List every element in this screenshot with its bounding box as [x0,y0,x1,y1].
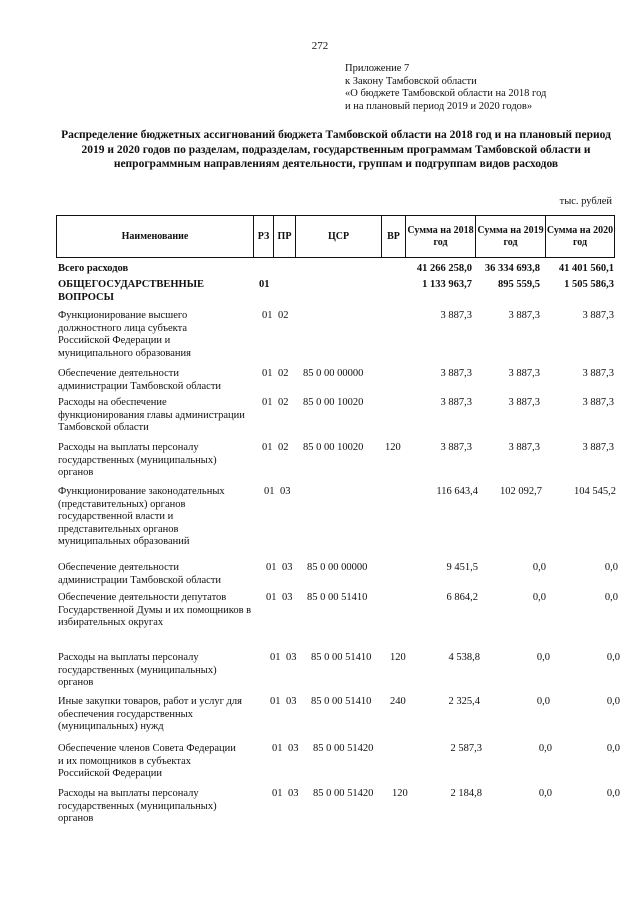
row-name: Функционирование законодательных (представительных) органов государственной власти и представительных органов муниципальных образований [58,486,225,547]
row-sum-2020: 0,0 [606,696,620,707]
row-csr: 85 0 00 51420 [313,788,374,799]
row-sum-2019: 0,0 [532,562,546,573]
row-sum-2018: 9 451,5 [446,562,478,573]
header-vr: ВР [381,216,405,257]
table-header [56,215,615,258]
row-name: Обеспечение деятельности депутатов Государственной Думы и их помощников в избирательных округах [58,592,252,628]
row-rz: 01 [266,592,277,603]
row-pr: 02 [278,368,289,379]
row-pr: 03 [282,562,293,573]
row-sum-2019: 102 092,7 [500,486,542,497]
appendix-line: и на плановый период 2019 и 2020 годов» [345,100,533,112]
header-rz: РЗ [253,216,273,257]
row-pr: 02 [278,397,289,408]
row-sum-2020: 3 887,3 [582,442,614,453]
row-name: Обеспечение деятельности администрации Тамбовской области [58,562,222,586]
row-sum-2019: 0,0 [538,788,552,799]
row-sum-2018: 6 864,2 [446,592,478,603]
row-rz: 01 [262,397,273,408]
units-label: тыс. рублей [559,196,612,207]
row-pr: 03 [282,592,293,603]
header-sum-2020: Сумма на 2020 год [545,216,614,257]
header-csr: ЦСР [295,216,381,257]
row-name: Иные закупки товаров, работ и услуг для обеспечения государственных (муниципальных) нужд [58,696,242,732]
row-csr: 85 0 00 51410 [307,592,368,603]
row-sum-2019: 3 887,3 [508,310,540,321]
row-sum-2019: 3 887,3 [508,397,540,408]
row-name: Расходы на выплаты персоналу государственных (муниципальных) органов [58,442,217,478]
header-sum-2018: Сумма на 2018 год [405,216,475,257]
row-csr: 85 0 00 10020 [303,397,364,408]
row-sum-2020: 1 505 586,3 [564,279,614,290]
row-csr: 85 0 00 00000 [303,368,364,379]
row-name: Функционирование высшего должностного лица субъекта Российской Федерации и муниципального образования [58,310,191,359]
row-sum-2019: 3 887,3 [508,368,540,379]
row-name: Всего расходов [58,263,129,274]
row-name: Обеспечение деятельности администрации Тамбовской области [58,368,222,392]
row-sum-2020: 3 887,3 [582,397,614,408]
row-sum-2020: 0,0 [606,788,620,799]
row-sum-2018: 116 643,4 [436,486,478,497]
row-csr: 85 0 00 51410 [311,696,372,707]
row-pr: 02 [278,442,289,453]
row-rz: 01 [270,652,281,663]
row-vr: 120 [390,652,406,663]
row-sum-2018: 1 133 963,7 [422,279,472,290]
row-sum-2020: 0,0 [604,592,618,603]
row-name: ОБЩЕГОСУДАРСТВЕННЫЕ ВОПРОСЫ [58,279,205,303]
row-pr: 03 [280,486,291,497]
row-sum-2018: 2 184,8 [450,788,482,799]
row-sum-2019: 0,0 [536,652,550,663]
row-name: Расходы на выплаты персоналу государственных (муниципальных) органов [58,788,217,824]
appendix-line: к Закону Тамбовской области [345,75,477,87]
row-sum-2018: 3 887,3 [440,442,472,453]
row-sum-2018: 3 887,3 [440,310,472,321]
row-csr: 85 0 00 51410 [311,652,372,663]
header-sum-2019: Сумма на 2019 год [475,216,545,257]
header-name: Наименование [121,230,189,242]
row-pr: 03 [288,788,299,799]
row-vr: 120 [385,442,401,453]
row-sum-2019: 0,0 [532,592,546,603]
row-sum-2020: 0,0 [606,652,620,663]
row-sum-2020: 41 401 560,1 [558,263,614,274]
row-name: Расходы на выплаты персоналу государственных (муниципальных) органов [58,652,217,688]
row-sum-2019: 36 334 693,8 [484,263,540,274]
row-name: Расходы на обеспечение функционирования главы администрации Тамбовской области [58,397,245,433]
row-sum-2018: 2 587,3 [450,743,482,754]
row-sum-2020: 0,0 [606,743,620,754]
appendix-line: Приложение 7 [345,63,410,74]
row-vr: 120 [392,788,408,799]
row-rz: 01 [262,442,273,453]
header-pr: ПР [273,216,295,257]
row-sum-2018: 3 887,3 [440,368,472,379]
row-sum-2020: 3 887,3 [582,368,614,379]
row-vr: 240 [390,696,406,707]
row-rz: 01 [272,788,283,799]
row-rz: 01 [272,743,283,754]
row-rz: 01 [266,562,277,573]
row-rz: 01 [262,310,273,321]
row-pr: 03 [288,743,299,754]
row-sum-2019: 3 887,3 [508,442,540,453]
row-rz: 01 [262,368,273,379]
row-sum-2019: 0,0 [538,743,552,754]
row-sum-2020: 104 545,2 [574,486,616,497]
row-pr: 03 [286,652,297,663]
row-pr: 02 [278,310,289,321]
row-rz: 01 [259,279,270,290]
row-sum-2018: 3 887,3 [440,397,472,408]
row-sum-2019: 0,0 [536,696,550,707]
row-rz: 01 [270,696,281,707]
row-pr: 03 [286,696,297,707]
row-sum-2020: 0,0 [604,562,618,573]
appendix-line: «О бюджете Тамбовской области на 2018 год [345,88,547,99]
row-sum-2018: 4 538,8 [448,652,480,663]
appendix-note [345,63,546,113]
page-number: 272 [311,40,329,52]
row-csr: 85 0 00 51420 [313,743,374,754]
row-rz: 01 [264,486,275,497]
row-sum-2019: 895 559,5 [498,279,540,290]
row-sum-2018: 2 325,4 [448,696,480,707]
row-sum-2020: 3 887,3 [582,310,614,321]
row-csr: 85 0 00 10020 [303,442,364,453]
row-csr: 85 0 00 00000 [307,562,368,573]
document-title: Распределение бюджетных ассигнований бюджета Тамбовской области на 2018 год и на плановый период 2019 и 2020 годов по разделам, подразделам, государственным программам Тамбовской области и непрограммным направлениям деятельности, группам и подгруппам видов расходов [61,129,611,170]
row-name: Обеспечение членов Совета Федерации и их помощников в субъектах Российской Федерации [58,743,236,779]
row-sum-2018: 41 266 258,0 [416,263,472,274]
